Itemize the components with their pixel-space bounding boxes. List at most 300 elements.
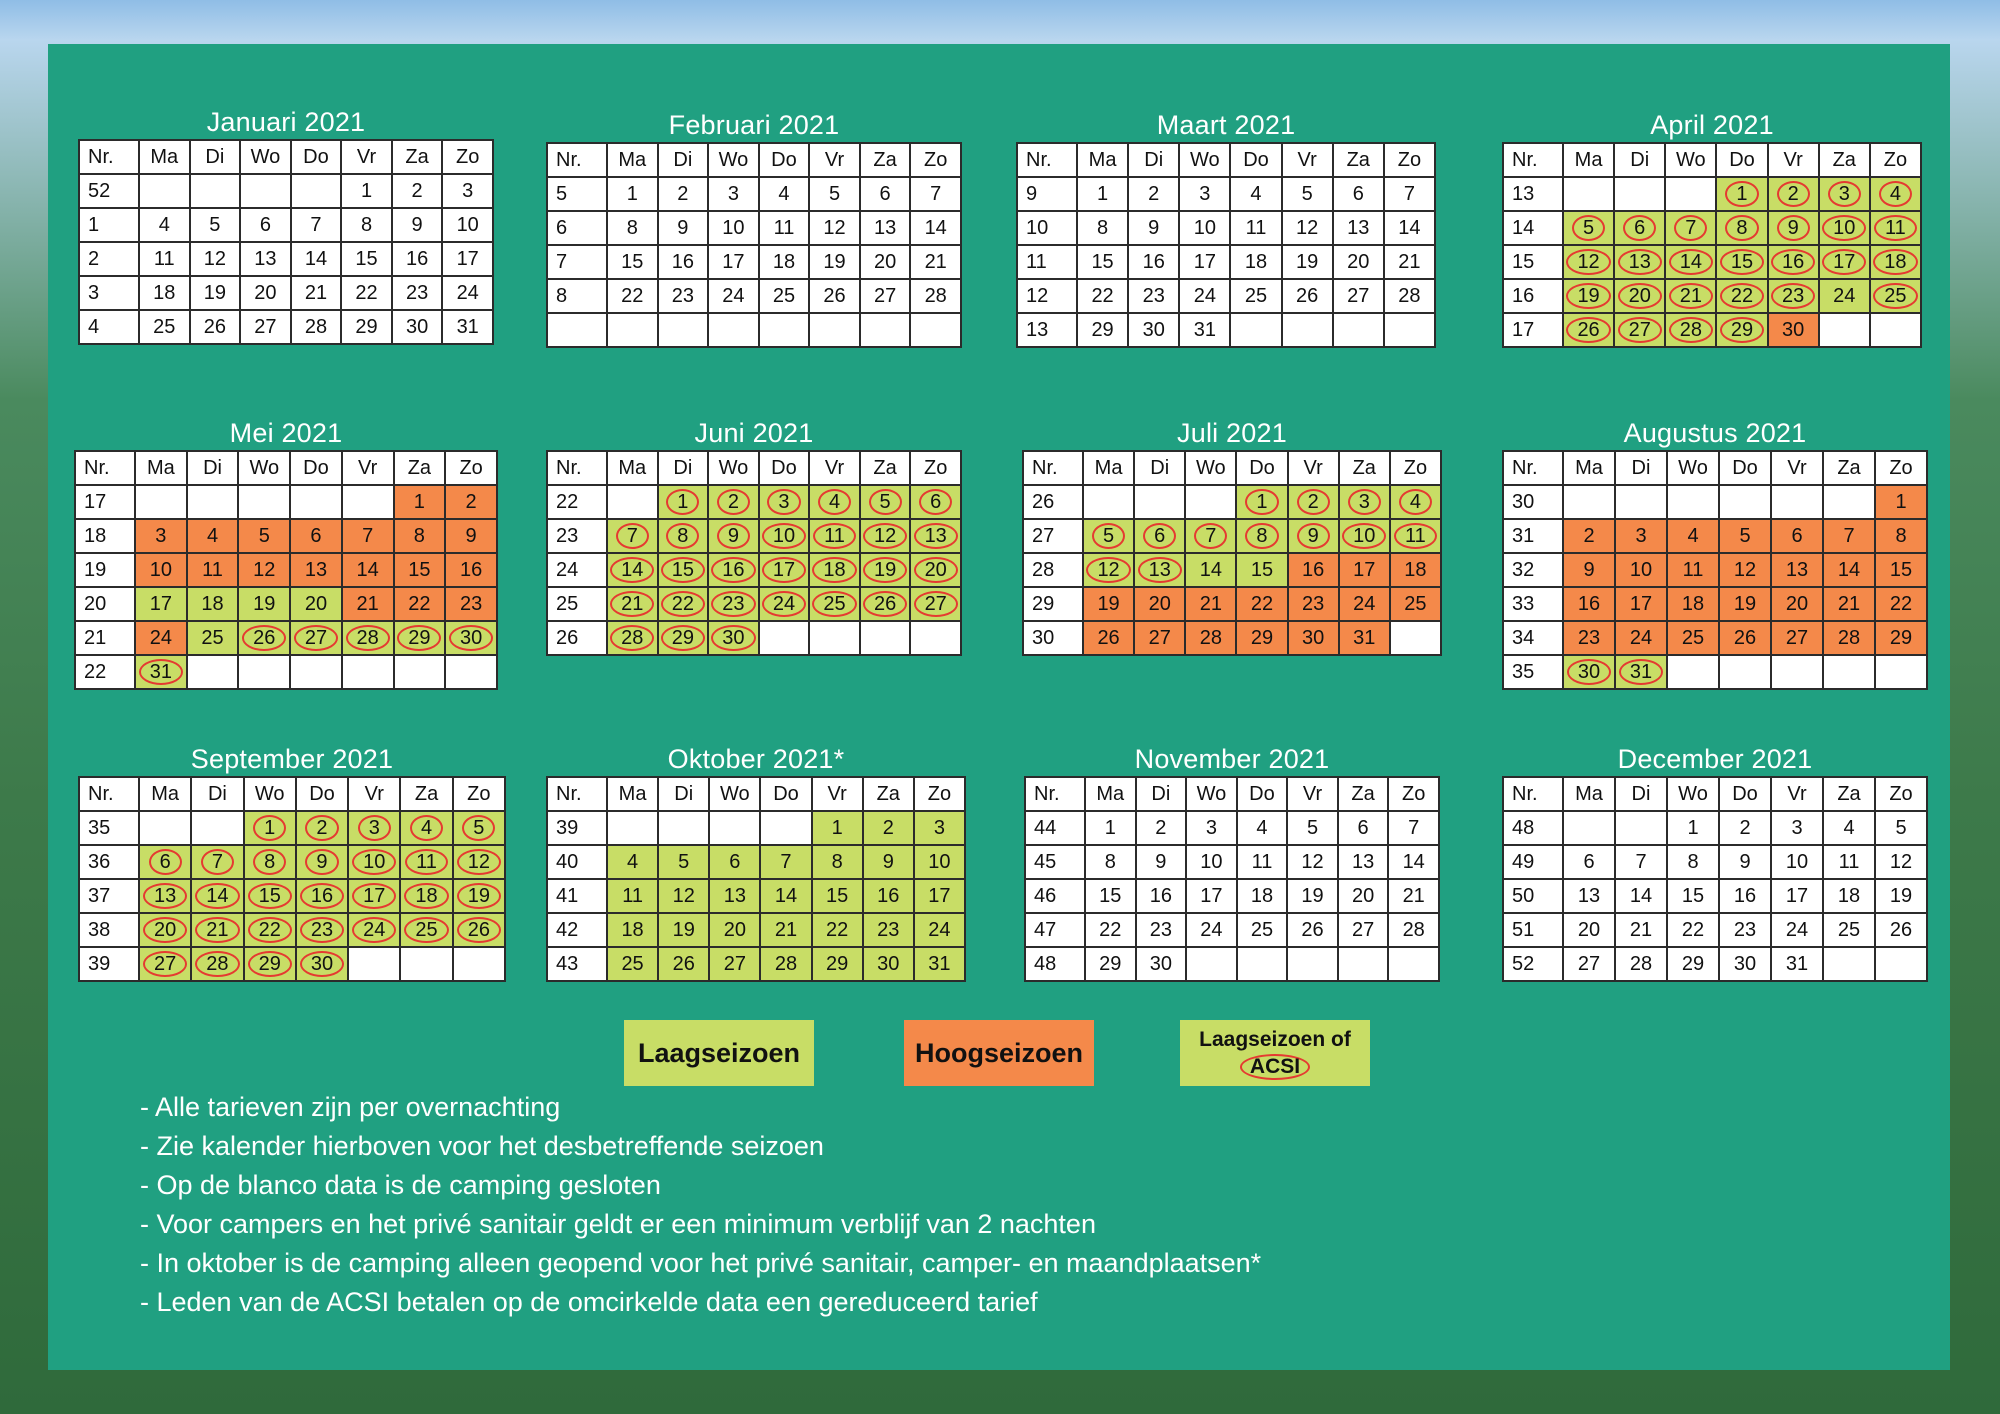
day-cell <box>1665 211 1716 245</box>
day-cell: 14 <box>1185 553 1236 587</box>
day-cell: 24 <box>708 279 759 313</box>
day-cell <box>1823 485 1875 519</box>
week-number: 43 <box>547 947 607 981</box>
day-cell: 1 <box>394 485 446 519</box>
acsi-circled-date: 16 <box>711 557 755 583</box>
day-cell <box>1339 519 1390 553</box>
day-cell: 27 <box>1563 947 1615 981</box>
day-cell <box>296 811 348 845</box>
acsi-circled-date: 9 <box>305 849 338 875</box>
week-number: 24 <box>547 553 607 587</box>
acsi-circled-date: 16 <box>1771 249 1815 275</box>
week-number: 14 <box>1503 211 1563 245</box>
day-cell <box>1338 947 1389 981</box>
column-header: Nr. <box>1025 777 1085 811</box>
day-cell: 23 <box>658 279 709 313</box>
day-cell <box>342 485 394 519</box>
day-cell <box>238 655 290 689</box>
day-cell: 27 <box>1338 913 1389 947</box>
week-row <box>75 621 497 655</box>
column-header: Wo <box>1667 451 1719 485</box>
week-number: 12 <box>1017 279 1077 313</box>
acsi-circled-date: 26 <box>863 591 907 617</box>
week-number: 39 <box>547 811 607 845</box>
week-row <box>79 811 505 845</box>
day-cell <box>1236 485 1287 519</box>
acsi-circled-date: 5 <box>1092 523 1125 549</box>
day-cell: 7 <box>291 208 342 242</box>
month-title: November 2021 <box>1134 744 1330 774</box>
day-cell: 8 <box>1667 845 1719 879</box>
note-item: - Alle tarieven zijn per overnachting <box>140 1092 561 1122</box>
column-header: Ma <box>607 451 658 485</box>
day-cell: 7 <box>1615 845 1667 879</box>
column-header: Di <box>190 140 241 174</box>
week-number: 15 <box>1503 245 1563 279</box>
day-cell <box>400 811 452 845</box>
day-cell: 5 <box>658 845 709 879</box>
day-cell: 10 <box>708 211 759 245</box>
week-number: 27 <box>1023 519 1083 553</box>
week-number: 6 <box>547 211 607 245</box>
day-cell: 21 <box>1388 879 1439 913</box>
legend-low-season <box>624 1020 814 1086</box>
day-cell: 22 <box>1236 587 1287 621</box>
week-row <box>547 245 961 279</box>
day-cell: 23 <box>445 587 497 621</box>
day-cell: 8 <box>607 211 658 245</box>
acsi-circled-date: 17 <box>1822 249 1866 275</box>
day-cell <box>1390 485 1441 519</box>
column-header: Ma <box>139 140 190 174</box>
day-cell <box>809 313 860 347</box>
day-cell <box>1237 947 1288 981</box>
day-cell <box>1563 211 1614 245</box>
day-cell <box>860 587 911 621</box>
column-header: Do <box>290 451 342 485</box>
day-cell: 5 <box>1719 519 1771 553</box>
day-cell: 22 <box>341 276 392 310</box>
acsi-circled-date: 5 <box>462 815 495 841</box>
acsi-circled-date: 25 <box>1873 283 1917 309</box>
week-row <box>1503 211 1921 245</box>
acsi-circled-date: 25 <box>404 917 448 943</box>
column-header: Do <box>1230 143 1281 177</box>
day-cell: 20 <box>1338 879 1389 913</box>
day-cell <box>139 811 191 845</box>
week-number: 33 <box>1503 587 1563 621</box>
day-cell: 17 <box>708 245 759 279</box>
column-header: Di <box>1615 451 1667 485</box>
acsi-circled-date: 4 <box>1399 489 1432 515</box>
day-cell <box>607 553 658 587</box>
column-header: Zo <box>1388 777 1439 811</box>
day-cell: 6 <box>290 519 342 553</box>
column-header: Nr. <box>1503 451 1563 485</box>
week-number: 7 <box>547 245 607 279</box>
week-row <box>75 485 497 519</box>
day-cell <box>1563 279 1614 313</box>
acsi-circled-date: 30 <box>300 951 344 977</box>
day-cell: 9 <box>1563 553 1615 587</box>
day-cell <box>244 845 296 879</box>
month-calendar <box>546 108 962 348</box>
week-number: 52 <box>79 174 139 208</box>
header-row <box>547 143 961 177</box>
day-cell: 26 <box>1083 621 1134 655</box>
column-header: Do <box>1236 451 1287 485</box>
day-cell <box>1288 485 1339 519</box>
day-cell: 25 <box>1823 913 1875 947</box>
day-cell <box>1563 177 1614 211</box>
day-cell: 4 <box>1230 177 1281 211</box>
day-cell <box>910 587 961 621</box>
column-header: Nr. <box>1017 143 1077 177</box>
acsi-circled-date: 18 <box>404 883 448 909</box>
day-cell <box>1667 655 1719 689</box>
day-cell: 18 <box>1667 587 1719 621</box>
day-cell: 30 <box>1719 947 1771 981</box>
legend-high-label: Hoogseizoen <box>914 1037 1083 1068</box>
day-cell <box>1665 245 1716 279</box>
day-cell <box>1771 655 1823 689</box>
column-header: Za <box>394 451 446 485</box>
column-header: Ma <box>1083 451 1134 485</box>
day-cell: 8 <box>394 519 446 553</box>
acsi-circled-date: 23 <box>1771 283 1815 309</box>
week-row <box>1023 553 1441 587</box>
acsi-circled-date: 1 <box>666 489 699 515</box>
acsi-circled-date: 6 <box>1623 215 1656 241</box>
day-cell <box>348 845 400 879</box>
day-cell <box>1083 553 1134 587</box>
header-row <box>79 140 493 174</box>
day-cell <box>1615 485 1667 519</box>
day-cell: 17 <box>1179 245 1230 279</box>
week-row <box>1503 811 1927 845</box>
day-cell: 1 <box>1875 485 1927 519</box>
column-header: Za <box>863 777 914 811</box>
day-cell: 8 <box>812 845 863 879</box>
day-cell: 1 <box>812 811 863 845</box>
day-cell: 30 <box>1768 313 1819 347</box>
day-cell: 2 <box>392 174 443 208</box>
day-cell <box>1823 947 1875 981</box>
column-header: Vr <box>1768 143 1819 177</box>
column-header: Zo <box>910 451 961 485</box>
day-cell: 12 <box>1287 845 1338 879</box>
week-number: 30 <box>1023 621 1083 655</box>
week-row <box>547 313 961 347</box>
legend-acsi <box>1180 1020 1370 1086</box>
week-number: 17 <box>75 485 135 519</box>
day-cell: 26 <box>1719 621 1771 655</box>
day-cell: 20 <box>240 276 291 310</box>
day-cell: 13 <box>1333 211 1384 245</box>
acsi-circled-date: 9 <box>717 523 750 549</box>
acsi-circled-date: 22 <box>1720 283 1764 309</box>
week-row <box>1023 621 1441 655</box>
legend-high-season <box>904 1020 1094 1086</box>
day-cell <box>290 655 342 689</box>
day-cell: 2 <box>1136 811 1187 845</box>
day-cell: 21 <box>291 276 342 310</box>
column-header: Di <box>1128 143 1179 177</box>
acsi-circled-date: 7 <box>201 849 234 875</box>
day-cell: 1 <box>1667 811 1719 845</box>
day-cell: 11 <box>1230 211 1281 245</box>
day-cell: 20 <box>860 245 911 279</box>
day-cell: 27 <box>240 310 291 344</box>
week-number: 40 <box>547 845 607 879</box>
day-cell: 8 <box>341 208 392 242</box>
day-cell <box>135 485 187 519</box>
day-cell: 19 <box>1083 587 1134 621</box>
column-header: Do <box>760 777 811 811</box>
legend-low-label: Laagseizoen <box>637 1037 801 1068</box>
week-number: 4 <box>79 310 139 344</box>
day-cell: 29 <box>341 310 392 344</box>
day-cell <box>658 313 709 347</box>
week-row <box>547 553 961 587</box>
day-cell: 9 <box>863 845 914 879</box>
day-cell: 14 <box>910 211 961 245</box>
day-cell: 13 <box>1563 879 1615 913</box>
day-cell <box>708 587 759 621</box>
day-cell: 3 <box>1179 177 1230 211</box>
day-cell <box>1665 279 1716 313</box>
day-cell: 24 <box>442 276 493 310</box>
day-cell <box>191 845 243 879</box>
week-row <box>1503 313 1921 347</box>
note-item: - Op de blanco data is de camping gesloten <box>140 1170 661 1200</box>
day-cell: 5 <box>1875 811 1927 845</box>
day-cell: 27 <box>860 279 911 313</box>
week-row <box>1503 947 1927 981</box>
week-number: 29 <box>1023 587 1083 621</box>
day-cell <box>1716 279 1767 313</box>
column-header: Wo <box>1186 777 1237 811</box>
day-cell <box>910 553 961 587</box>
column-header: Zo <box>1384 143 1435 177</box>
day-cell <box>1615 655 1667 689</box>
day-cell: 6 <box>240 208 291 242</box>
day-cell: 30 <box>1288 621 1339 655</box>
day-cell: 23 <box>1288 587 1339 621</box>
column-header: Wo <box>1667 777 1719 811</box>
column-header: Ma <box>1077 143 1128 177</box>
day-cell <box>658 519 709 553</box>
week-number: 42 <box>547 913 607 947</box>
month-calendar <box>546 416 962 656</box>
day-cell <box>658 621 709 655</box>
acsi-circled-date: 22 <box>248 917 292 943</box>
acsi-circled-date: 11 <box>1874 215 1917 241</box>
acsi-circled-date: 3 <box>1828 181 1861 207</box>
day-cell: 25 <box>759 279 810 313</box>
day-cell: 21 <box>342 587 394 621</box>
acsi-circled-date: 8 <box>253 849 286 875</box>
column-header: Za <box>1338 777 1389 811</box>
week-row <box>1025 913 1439 947</box>
day-cell <box>1333 313 1384 347</box>
column-header: Wo <box>708 143 759 177</box>
column-header: Di <box>1615 777 1667 811</box>
day-cell <box>400 879 452 913</box>
day-cell: 19 <box>1282 245 1333 279</box>
month-table <box>78 139 494 345</box>
day-cell: 10 <box>1179 211 1230 245</box>
acsi-circled-date: 13 <box>914 523 958 549</box>
acsi-circled-date: 19 <box>1566 283 1610 309</box>
day-cell <box>1823 655 1875 689</box>
week-number: 31 <box>1503 519 1563 553</box>
day-cell: 17 <box>135 587 187 621</box>
acsi-circled-date: 17 <box>352 883 396 909</box>
acsi-circled-date: 26 <box>1566 317 1610 343</box>
day-cell: 31 <box>1771 947 1823 981</box>
day-cell <box>1287 947 1338 981</box>
column-header: Zo <box>1390 451 1441 485</box>
acsi-circled-date: 21 <box>195 917 239 943</box>
column-header: Vr <box>1288 451 1339 485</box>
day-cell <box>1768 279 1819 313</box>
day-cell <box>759 553 810 587</box>
week-number: 51 <box>1503 913 1563 947</box>
column-header: Do <box>1716 143 1767 177</box>
week-row <box>79 947 505 981</box>
day-cell <box>1716 245 1767 279</box>
week-number: 26 <box>547 621 607 655</box>
day-cell: 17 <box>1615 587 1667 621</box>
acsi-circled-date: 2 <box>1297 489 1330 515</box>
column-header: Do <box>1237 777 1288 811</box>
month-title: Mei 2021 <box>229 418 343 448</box>
day-cell: 19 <box>1719 587 1771 621</box>
column-header: Nr. <box>547 143 607 177</box>
day-cell <box>240 174 291 208</box>
day-cell: 29 <box>1667 947 1719 981</box>
day-cell: 17 <box>1339 553 1390 587</box>
month-table <box>1502 142 1922 348</box>
column-header: Za <box>1823 451 1875 485</box>
acsi-circled-date: 25 <box>812 591 856 617</box>
day-cell: 12 <box>1282 211 1333 245</box>
day-cell: 25 <box>139 310 190 344</box>
day-cell <box>348 913 400 947</box>
day-cell: 14 <box>760 879 811 913</box>
day-cell <box>759 485 810 519</box>
acsi-circled-date: 14 <box>610 557 654 583</box>
day-cell: 24 <box>1179 279 1230 313</box>
day-cell: 7 <box>1388 811 1439 845</box>
day-cell <box>1384 313 1435 347</box>
day-cell <box>1768 177 1819 211</box>
day-cell <box>760 811 811 845</box>
week-row <box>1023 519 1441 553</box>
week-number: 26 <box>1023 485 1083 519</box>
day-cell: 1 <box>341 174 392 208</box>
month-table <box>1502 776 1928 982</box>
day-cell: 15 <box>1085 879 1136 913</box>
notes-list <box>140 1088 1261 1322</box>
acsi-circled-date: 15 <box>661 557 705 583</box>
week-row <box>75 655 497 689</box>
column-header: Do <box>291 140 342 174</box>
column-header: Di <box>191 777 243 811</box>
day-cell: 1 <box>1077 177 1128 211</box>
day-cell: 22 <box>607 279 658 313</box>
acsi-circled-date: 10 <box>1342 523 1386 549</box>
week-row <box>1023 485 1441 519</box>
day-cell: 5 <box>238 519 290 553</box>
day-cell <box>394 621 446 655</box>
week-row <box>1017 211 1435 245</box>
day-cell <box>1185 485 1236 519</box>
week-number: 20 <box>75 587 135 621</box>
day-cell: 15 <box>341 242 392 276</box>
week-row <box>79 310 493 344</box>
month-table <box>546 450 962 656</box>
acsi-circled-date: 9 <box>1297 523 1330 549</box>
column-header: Do <box>1719 777 1771 811</box>
day-cell: 19 <box>1875 879 1927 913</box>
month-calendar <box>78 742 506 982</box>
day-cell: 17 <box>1186 879 1237 913</box>
acsi-circled-date: 29 <box>661 625 705 651</box>
day-cell: 13 <box>860 211 911 245</box>
acsi-circled-date: 26 <box>242 625 286 651</box>
week-row <box>1503 587 1927 621</box>
day-cell <box>348 947 400 981</box>
week-row <box>75 587 497 621</box>
column-header: Nr. <box>1503 777 1563 811</box>
column-header: Di <box>658 143 709 177</box>
day-cell: 31 <box>914 947 965 981</box>
day-cell <box>139 845 191 879</box>
day-cell: 25 <box>1237 913 1288 947</box>
week-row <box>75 553 497 587</box>
day-cell: 9 <box>1128 211 1179 245</box>
day-cell: 3 <box>708 177 759 211</box>
column-header: Za <box>1339 451 1390 485</box>
month-table <box>546 142 962 348</box>
column-header: Wo <box>238 451 290 485</box>
day-cell: 13 <box>1338 845 1389 879</box>
acsi-circled-date: 29 <box>1720 317 1764 343</box>
week-number: 19 <box>75 553 135 587</box>
column-header: Zo <box>1875 451 1927 485</box>
day-cell: 19 <box>658 913 709 947</box>
day-cell <box>1768 245 1819 279</box>
day-cell: 22 <box>1077 279 1128 313</box>
day-cell <box>348 811 400 845</box>
day-cell: 6 <box>1563 845 1615 879</box>
column-header: Za <box>1819 143 1870 177</box>
acsi-circled-date: 19 <box>863 557 907 583</box>
day-cell: 29 <box>812 947 863 981</box>
week-row <box>1017 313 1435 347</box>
acsi-circled-date: 3 <box>358 815 391 841</box>
day-cell: 7 <box>910 177 961 211</box>
acsi-circled-date: 4 <box>410 815 443 841</box>
day-cell <box>708 621 759 655</box>
day-cell: 7 <box>342 519 394 553</box>
day-cell: 3 <box>442 174 493 208</box>
acsi-circled-date: 12 <box>1566 249 1610 275</box>
day-cell <box>1870 245 1921 279</box>
day-cell <box>860 519 911 553</box>
